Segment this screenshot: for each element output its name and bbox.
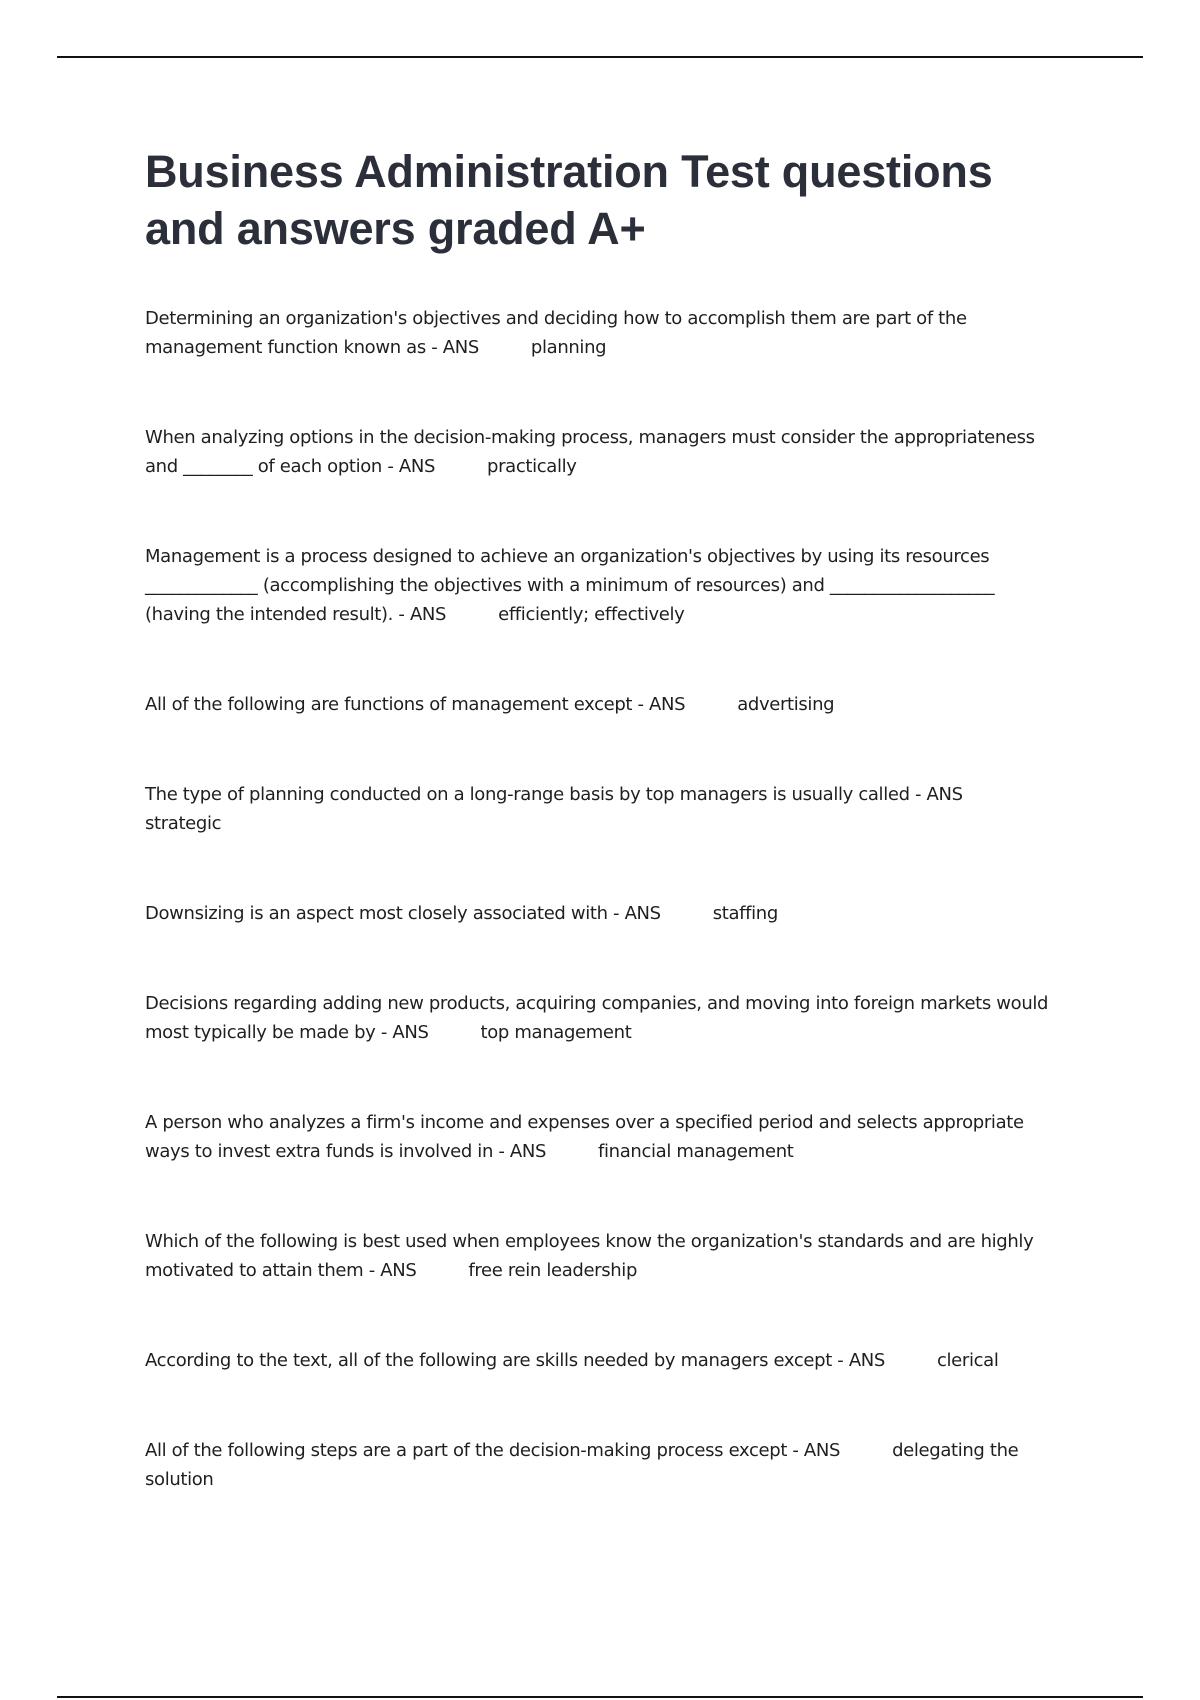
answer-text: advertising bbox=[737, 694, 835, 715]
answer-text: strategic bbox=[145, 813, 222, 834]
question-text: The type of planning conducted on a long-range basis by top managers is usually called bbox=[145, 784, 910, 805]
qa-item bbox=[145, 899, 1065, 928]
question-text: All of the following are functions of management except bbox=[145, 694, 633, 715]
answer-marker: - ANS bbox=[613, 903, 661, 924]
answer-marker: - ANS bbox=[837, 1350, 885, 1371]
answer-text: top management bbox=[480, 1022, 632, 1043]
answer-text: financial management bbox=[598, 1141, 794, 1162]
answer-text: practically bbox=[487, 456, 577, 477]
answer-marker: - ANS bbox=[498, 1141, 547, 1162]
question-text: Downsizing is an aspect most closely associated with bbox=[145, 903, 608, 924]
qa-item bbox=[145, 1436, 1065, 1494]
answer-text: delegating the solution bbox=[145, 1440, 1019, 1490]
header-rule bbox=[57, 56, 1143, 58]
answer-marker: - ANS bbox=[792, 1440, 841, 1461]
question-text: Management is a process designed to achieve an organization's objectives by using its resources _____________ (accomplishing the objectives with a minimum of resources) and ___________________ (having the intended result). bbox=[145, 546, 995, 625]
document-body bbox=[145, 143, 1065, 1494]
answer-marker: - ANS bbox=[380, 1022, 429, 1043]
question-text: A person who analyzes a firm's income and expenses over a specified period and selects appropriate ways to invest extra funds is involved in bbox=[145, 1112, 1024, 1162]
qa-list bbox=[145, 304, 1065, 1494]
answer-text: planning bbox=[530, 337, 607, 358]
qa-item bbox=[145, 542, 1065, 629]
document-title: Business Administration Test questions and answers graded A+ bbox=[145, 146, 993, 254]
answer-marker: - ANS bbox=[368, 1260, 417, 1281]
answer-text: clerical bbox=[936, 1350, 999, 1371]
answer-text: staffing bbox=[712, 903, 778, 924]
answer-text: free rein leadership bbox=[468, 1260, 638, 1281]
question-text: Which of the following is best used when employees know the organization's standards and are highly motivated to attain them bbox=[145, 1231, 1034, 1281]
qa-item bbox=[145, 1346, 1065, 1375]
question-text: Decisions regarding adding new products, acquiring companies, and moving into foreign markets would most typically be made by bbox=[145, 993, 1049, 1043]
question-text: According to the text, all of the following are skills needed by managers except bbox=[145, 1350, 832, 1371]
footer-rule bbox=[57, 1696, 1143, 1698]
qa-item bbox=[145, 1108, 1065, 1166]
qa-item bbox=[145, 1227, 1065, 1285]
qa-item bbox=[145, 423, 1065, 481]
question-text: All of the following steps are a part of the decision-making process except bbox=[145, 1440, 788, 1461]
answer-text: efficiently; effectively bbox=[498, 604, 685, 625]
answer-marker: - ANS bbox=[637, 694, 686, 715]
answer-marker: - ANS bbox=[387, 456, 436, 477]
qa-item bbox=[145, 780, 1065, 838]
question-text: When analyzing options in the decision-making process, managers must consider the appropriateness and ________ of each option bbox=[145, 427, 1035, 477]
answer-marker: - ANS bbox=[431, 337, 479, 358]
answer-marker: - ANS bbox=[398, 604, 447, 625]
qa-item bbox=[145, 690, 1065, 719]
qa-item bbox=[145, 304, 1065, 362]
question-text: Determining an organization's objectives and deciding how to accomplish them are part of the management function known as bbox=[145, 308, 967, 358]
answer-marker: - ANS bbox=[915, 784, 963, 805]
qa-item bbox=[145, 989, 1065, 1047]
